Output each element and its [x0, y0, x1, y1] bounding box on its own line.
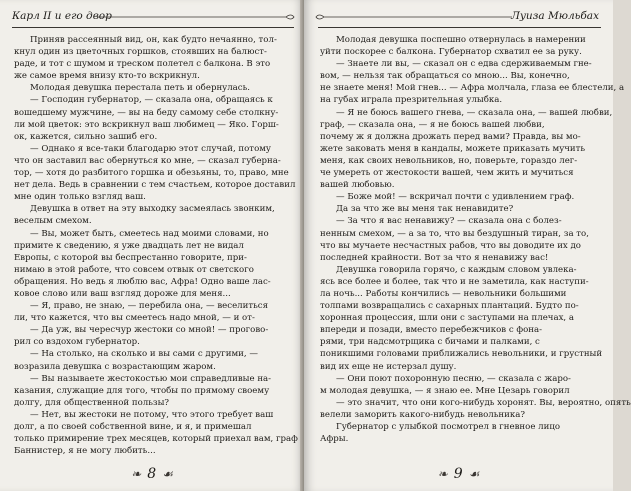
text-line: Афры. — [320, 434, 349, 445]
page-number-value: 8 — [147, 466, 157, 482]
text-line: Молодая девушка поспешно отвернулась в намерении — [336, 35, 586, 45]
text-line: — Я, право, не знаю, — перебила она, — веселиться — [30, 301, 269, 312]
text-line: только примирение трех месяцев, который приехал вам, граф — [14, 434, 298, 445]
text-line: велели заморить какого-нибудь невольника? — [320, 409, 525, 420]
page-number — [304, 466, 613, 482]
text-line: ок, кажется, сильно зашиб его. — [14, 131, 158, 142]
text-line: меня, как своих невольников, но, поверьте, гораздо лег- — [320, 155, 578, 166]
text-line: — Да уж, вы чересчур жестоки со мной! — прогово- — [30, 325, 269, 336]
text-line: раде, и тот с шумом и треском полетел с балкона. В это — [14, 59, 271, 70]
text-line: ясь все более и более, так что и не заметила, как наступи- — [320, 276, 589, 287]
text-line: — Нет, вы жестоки не потому, что этого требует ваш — [30, 409, 274, 420]
running-head: Карл II и его двор — [12, 10, 112, 22]
text-line: — На столько, на сколько и вы сами с другими, — — [30, 349, 258, 360]
text-line: хоронная процессия, шли они с заступами на плечах, а — [320, 313, 575, 324]
text-line: примите к сведению, я уже двадцать лет не видал — [14, 240, 244, 251]
text-line: веселым смехом. — [14, 216, 92, 227]
text-line: ли мой цветок: это вскрикнул ваш любимец — Яко. Горш- — [14, 119, 279, 130]
text-line: почему ж я должна дрожать перед вами? Правда, вы мо- — [320, 131, 581, 142]
text-line: Приняв рассеянный вид, он, как будто нечаянно, тол- — [30, 35, 277, 45]
text-line: — Знаете ли вы, — сказал он с едва сдерживаемым гне- — [336, 59, 592, 70]
text-line: граф, — сказала она, — я не боюсь вашей любви, — [320, 119, 545, 130]
text-line: впереди и позади, вместо перебежчиков с фона- — [320, 325, 543, 336]
text-line: — Однако я все-таки благодарю этот случай, потому — [30, 143, 271, 154]
text-line: — это значит, что они кого-нибудь хоронят. Вы, вероятно, опять — [336, 397, 631, 408]
text-line: — Боже мой! — вскричал почти с удивлением граф. — [336, 192, 575, 203]
text-line: Девушка в ответ на эту выходку засмеялась звонким, — [30, 204, 275, 215]
right-body-text — [320, 34, 631, 445]
text-line: возразила девушка с возрастающим жаром. — [14, 361, 216, 372]
text-line: че умереть от жестокости вашей, чем жить и мучиться — [320, 168, 574, 179]
text-line: кнул один из цветочных горшков, стоявших на балюст- — [14, 47, 267, 58]
text-line: — Вы, может быть, смеетесь над моими словами, но — [30, 228, 269, 239]
text-line: — Вы называете жестокостью мои справедливые на- — [30, 373, 272, 384]
right-page — [304, 0, 631, 491]
text-line: на губах играла презрительная улыбка. — [320, 95, 503, 106]
header-rule — [318, 27, 601, 28]
text-line: уйти поскорее с балкона. Губернатор схватил ее за руку. — [320, 47, 582, 58]
text-line: рями, три надсмотрщика с бичами и палками, с — [320, 337, 540, 348]
text-line: же самое время внизу кто-то вскрикнул. — [14, 71, 200, 82]
text-line: ненным смехом, — а за то, что вы бездушный тиран, за то, — [320, 228, 589, 239]
fleuron-icon: ☙ — [162, 467, 173, 481]
text-line: казания, служащие для того, чтобы по прямому своему — [14, 385, 270, 396]
text-line: последней крайности. Вот за что я ненавижу вас! — [320, 252, 549, 263]
text-line: рил со вздохом губернатор. — [14, 337, 140, 348]
text-line: Губернатор с улыбкой посмотрел в гневное лицо — [336, 422, 561, 432]
text-line: ли, что кажется, что вы смеетесь надо мной, — и от- — [14, 313, 255, 324]
left-body-text — [14, 34, 298, 457]
ornament-scroll-icon — [314, 12, 514, 22]
text-line: вашей любовью. — [320, 180, 395, 191]
text-line: вид их еще не истерзал душу. — [320, 361, 457, 372]
text-line: — Они поют похоронную песню, — сказала с жаро- — [336, 373, 571, 384]
text-line: мне один только взгляд ваш. — [14, 192, 146, 203]
text-line: поникшими головами приближались невольники, и грустный — [320, 349, 603, 360]
ornament-scroll-icon — [96, 12, 296, 22]
text-line: толпами возвращались с сахарных плантаций. Будто по- — [320, 301, 579, 312]
text-line: м молодая девушка, — я знаю ее. Мне Цезарь говорил — [320, 385, 570, 396]
page-number-value: 9 — [453, 466, 463, 482]
text-line: тор, — хотя до разбитого горшка и обезьяны, то, право, мне — [14, 168, 289, 179]
text-line: что он заставил вас обернуться ко мне, — сказал губерна- — [14, 155, 281, 166]
text-line: вошедшему мужчине, — вы на беду самому себе столкну- — [14, 107, 279, 118]
text-line: жете заковать меня в кандалы, можете приказать мучить — [320, 143, 586, 154]
running-head: Луиза Мюльбах — [511, 10, 599, 22]
fleuron-icon: ☙ — [468, 467, 480, 481]
text-line: ковое слово или ваш взгляд дороже для меня... — [14, 288, 231, 299]
text-line: нет дела. Ведь в сравнении с тем счастьем, которое доставил — [14, 180, 296, 191]
text-line: Да за что же вы меня так ненавидите? — [336, 204, 514, 215]
text-line: что вы мучаете несчастных рабов, что вы доводите их до — [320, 240, 581, 251]
text-line: Девушка говорила горячо, с каждым словом увлека- — [336, 264, 577, 275]
text-line: ла ночь... Работы кончились — невольники большими — [320, 288, 567, 299]
text-line: не знаете меня! Мой гнев... — Афра молчала, глаза ее блестели, а — [320, 83, 625, 94]
header-rule — [12, 27, 294, 28]
text-line: обращения. Но ведь я люблю вас, Афра! Одно ваше лас- — [14, 276, 271, 287]
text-line: Молодая девушка перестала петь и обернулась. — [30, 83, 251, 94]
text-line: нимаю в этой работе, что совсем отвык от светского — [14, 264, 254, 275]
text-line: Баннистер, я не могу любить... — [14, 446, 156, 457]
text-line: — Господин губернатор, — сказала она, обращаясь к — [30, 95, 273, 106]
left-page — [0, 0, 304, 491]
text-line: — За что я вас ненавижу? — сказала она с болез- — [336, 216, 562, 227]
fleuron-icon: ❧ — [437, 467, 448, 481]
text-line: — Я не боюсь вашего гнева, — сказала она, — вашей любви, — [336, 107, 613, 118]
fleuron-icon: ❧ — [131, 467, 142, 481]
page-number — [0, 466, 304, 482]
text-line: долгу, для общественной пользы? — [14, 397, 170, 408]
text-line: вом, — нельзя так обращаться со мною... Вы, конечно, — [320, 71, 570, 82]
text-line: долг, а по своей собственной вине, и я, и примешал — [14, 422, 252, 432]
text-line: Европы, с которой вы беспрестанно говорите, при- — [14, 252, 247, 263]
